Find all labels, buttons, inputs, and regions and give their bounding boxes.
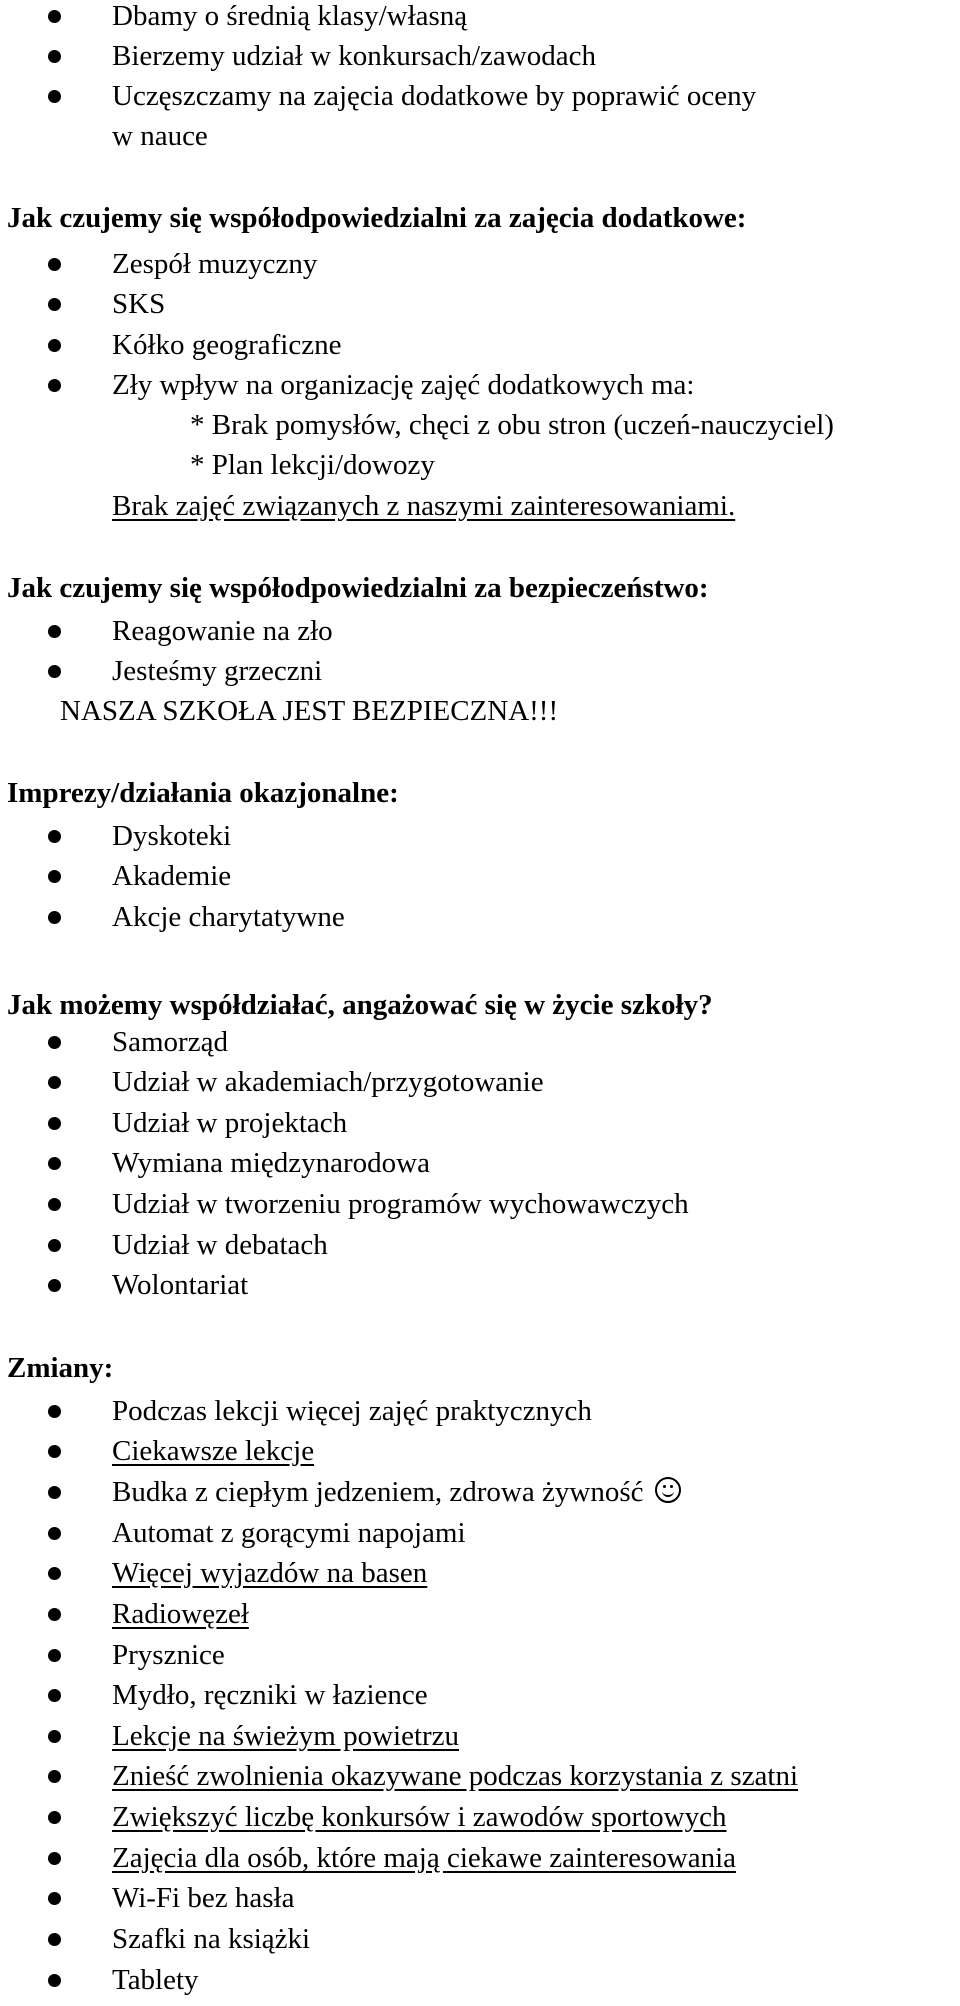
bullet-icon: [48, 1405, 61, 1418]
bullet-icon: [48, 258, 61, 271]
bullet-icon: [48, 1157, 61, 1170]
bullet-icon: [48, 1198, 61, 1211]
bullet-icon: [48, 1527, 61, 1540]
bullet-icon: [48, 1974, 61, 1987]
bullet-icon: [48, 1770, 61, 1783]
bullet-icon: [48, 911, 61, 924]
bullet-icon: [48, 1076, 61, 1089]
bullet-icon: [48, 1852, 61, 1865]
bullet-icon: [48, 1445, 61, 1458]
document-page: Dbamy o średnią klasy/własną Bierzemy udział w konkursach/zawodach Uczęszczamy na zajęcia dodatkowe by poprawić oceny w nauce Jak czujemy się współodpowiedzialni za zajęcia dodatkowe: Zespół muzyczny SKS Kółko geograficzne Zły wpływ na organizację zajęć dodatkowych ma: * Brak pomysłów, chęci z obu stron (uczeń-nauczyciel) * Plan lekcji/dowozy Brak zajęć związanych z naszymi zainteresowaniami. Jak czujemy się współodpowiedzialni za bezpieczeństwo: Reagowanie na zło Jesteśmy grzeczni NASZA SZKOŁA JEST BEZPIECZNA!!! Imprezy/działania okazjonalne: Dyskoteki Akademie Akcje charytatywne Jak możemy współdziałać, angażować się w życie szkoły? Samorząd Udział w akademiach/przygotowanie Udział w projektach Wymiana międzynarodowa Udział w tworzeniu programów wychowawczych Udział w debatach Wolontariat Zmiany: Podczas lekcji więcej zajęć praktycznych Ciekawsze lekcje Budka z ciepłym jedzeniem, zdrowa żywność Automat z gorącymi napojami Więcej wyjazdów na basen Radiowęzeł Prysznice Mydło, ręczniki w łazience Lekcje na świeżym powietrzu Znieść zwolnienia okazywane podczas korzystania z szatni Zwiększyć liczbę konkursów i zawodów sportowych Zajęcia dla osób, które mają ciekawe zainteresowania Wi-Fi bez hasła Szafki na książki Tablety: [7, 0, 834, 1996]
bullet-icon: [48, 90, 61, 103]
bullet-icon: [48, 1608, 61, 1621]
bullet-icon: [48, 870, 61, 883]
bullet-icon: [48, 1730, 61, 1743]
bullet-icon: [48, 298, 61, 311]
bullet-icon: [48, 1036, 61, 1049]
bullet-icon: [48, 830, 61, 843]
bullet-icon: [48, 1117, 61, 1130]
bullet-icon: [48, 1239, 61, 1252]
bullet-icon: [48, 1892, 61, 1905]
bullet-icon: [48, 1486, 61, 1499]
bullet-icon: [48, 625, 61, 638]
bullet-icon: [48, 1689, 61, 1702]
bullet-icon: [48, 1933, 61, 1946]
bullet-icon: [48, 1811, 61, 1824]
bullet-icon: [48, 1567, 61, 1580]
bullet-icon: [48, 1649, 61, 1662]
bullet-icon: [48, 10, 61, 23]
bullet-icon: [48, 50, 61, 63]
bullet-icon: [48, 665, 61, 678]
bullet-icon: [48, 339, 61, 352]
bullet-icon: [48, 1279, 61, 1292]
smiley-icon: [655, 1477, 681, 1503]
bullet-icon: [48, 379, 61, 392]
